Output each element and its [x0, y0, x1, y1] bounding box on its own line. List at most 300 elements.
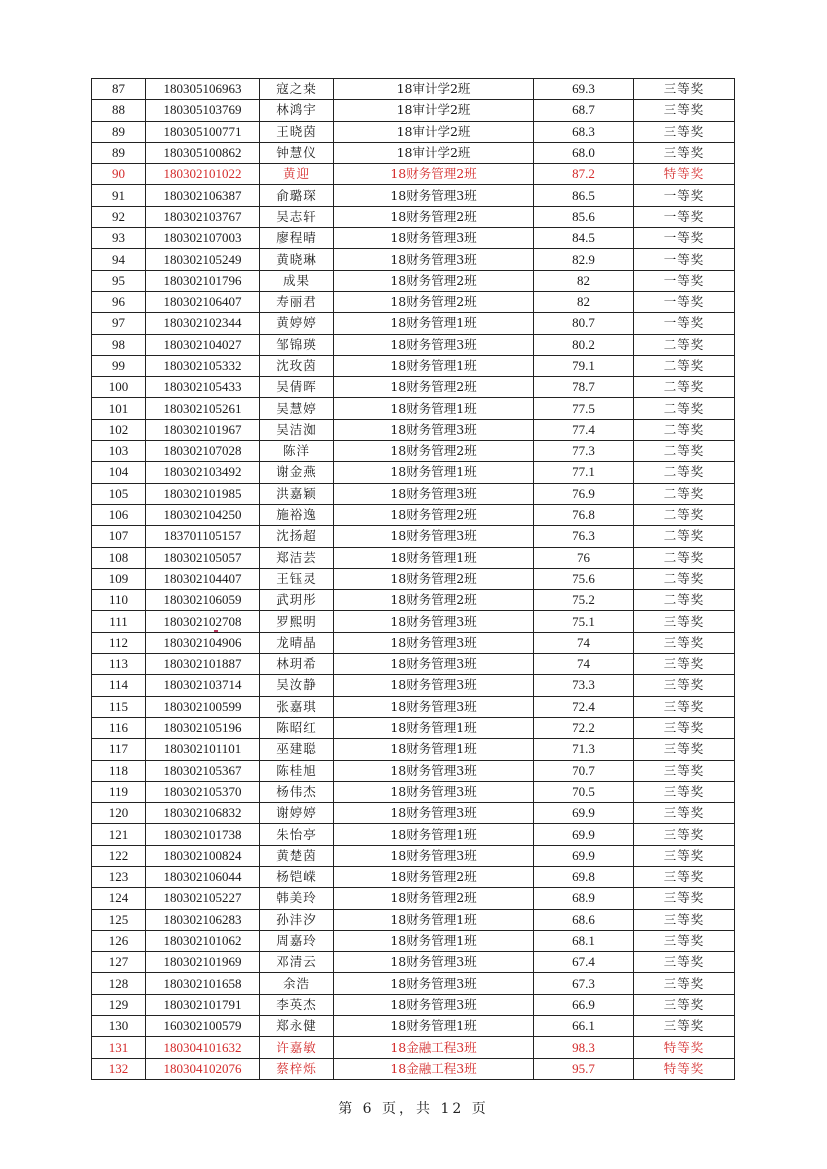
student-name-cell: 许嘉敏: [260, 1037, 334, 1058]
rank-cell: 109: [92, 568, 146, 589]
rank-cell: 90: [92, 164, 146, 185]
class-cell: 18财务管理3班: [334, 249, 534, 270]
rank-cell: 118: [92, 760, 146, 781]
rank-cell: 119: [92, 781, 146, 802]
student-name-cell: 陈昭红: [260, 717, 334, 738]
student-name-cell: 吴倩晖: [260, 377, 334, 398]
student-name-cell: 沈玫茵: [260, 355, 334, 376]
rank-cell: 95: [92, 270, 146, 291]
rank-cell: 114: [92, 675, 146, 696]
score-cell: 67.3: [534, 973, 634, 994]
class-cell: 18财务管理3班: [334, 483, 534, 504]
student-id-cell: 180302106832: [146, 803, 260, 824]
rank-cell: 126: [92, 930, 146, 951]
score-cell: 76.3: [534, 526, 634, 547]
award-cell: 一等奖: [634, 291, 735, 312]
table-row: [92, 206, 735, 227]
class-cell: 18财务管理2班: [334, 291, 534, 312]
student-name-cell: 黄婷婷: [260, 313, 334, 334]
table-row: [92, 760, 735, 781]
table-row: [92, 547, 735, 568]
student-name-cell: 郑洁芸: [260, 547, 334, 568]
class-cell: 18财务管理1班: [334, 739, 534, 760]
student-id-cell: 180302105227: [146, 888, 260, 909]
award-cell: 二等奖: [634, 504, 735, 525]
class-cell: 18财务管理1班: [334, 930, 534, 951]
table-row: [92, 526, 735, 547]
class-cell: 18财务管理1班: [334, 547, 534, 568]
table-row: [92, 717, 735, 738]
student-id-cell: 180302106283: [146, 909, 260, 930]
score-cell: 77.4: [534, 419, 634, 440]
class-cell: 18财务管理3班: [334, 228, 534, 249]
class-cell: 18财务管理3班: [334, 611, 534, 632]
table-row: [92, 654, 735, 675]
award-cell: 三等奖: [634, 760, 735, 781]
rank-cell: 96: [92, 291, 146, 312]
rank-cell: 98: [92, 334, 146, 355]
rank-cell: 116: [92, 717, 146, 738]
student-name-cell: 俞璐琛: [260, 185, 334, 206]
rank-cell: 89: [92, 121, 146, 142]
score-cell: 85.6: [534, 206, 634, 227]
table-row: [92, 888, 735, 909]
score-cell: 69.9: [534, 824, 634, 845]
student-id-cell: 180304101632: [146, 1037, 260, 1058]
table-row: [92, 803, 735, 824]
score-cell: 87.2: [534, 164, 634, 185]
award-cell: 二等奖: [634, 355, 735, 376]
student-name-cell: 吴志轩: [260, 206, 334, 227]
class-cell: 18财务管理1班: [334, 717, 534, 738]
class-cell: 18财务管理3班: [334, 952, 534, 973]
table-row: [92, 1058, 735, 1079]
rank-cell: 104: [92, 462, 146, 483]
class-cell: 18财务管理2班: [334, 270, 534, 291]
score-cell: 84.5: [534, 228, 634, 249]
award-cell: 三等奖: [634, 717, 735, 738]
student-name-cell: 林鸿宇: [260, 100, 334, 121]
student-name-cell: 黄楚茵: [260, 845, 334, 866]
rank-cell: 122: [92, 845, 146, 866]
class-cell: 18财务管理2班: [334, 590, 534, 611]
student-id-cell: 180305106963: [146, 79, 260, 100]
rank-cell: 121: [92, 824, 146, 845]
award-cell: 一等奖: [634, 228, 735, 249]
award-cell: 三等奖: [634, 675, 735, 696]
rank-cell: 112: [92, 632, 146, 653]
table-row: [92, 100, 735, 121]
award-cell: 三等奖: [634, 803, 735, 824]
award-cell: 特等奖: [634, 1037, 735, 1058]
student-name-cell: 余浩: [260, 973, 334, 994]
rank-cell: 113: [92, 654, 146, 675]
table-row: [92, 739, 735, 760]
award-cell: 三等奖: [634, 909, 735, 930]
student-id-cell: 183701105157: [146, 526, 260, 547]
score-cell: 82.9: [534, 249, 634, 270]
class-cell: 18审计学2班: [334, 79, 534, 100]
award-cell: 三等奖: [634, 739, 735, 760]
score-cell: 82: [534, 291, 634, 312]
award-cell: 三等奖: [634, 994, 735, 1015]
class-cell: 18财务管理3班: [334, 781, 534, 802]
table-row: [92, 675, 735, 696]
rank-cell: 101: [92, 398, 146, 419]
student-name-cell: 周嘉玲: [260, 930, 334, 951]
class-cell: 18审计学2班: [334, 142, 534, 163]
student-name-cell: 蔡梓烁: [260, 1058, 334, 1079]
rank-cell: 91: [92, 185, 146, 206]
table-row: [92, 79, 735, 100]
table-row: [92, 845, 735, 866]
student-name-cell: 沈扬超: [260, 526, 334, 547]
class-cell: 18财务管理3班: [334, 973, 534, 994]
award-cell: 二等奖: [634, 568, 735, 589]
student-name-cell: 邹锦瑛: [260, 334, 334, 355]
score-cell: 75.6: [534, 568, 634, 589]
award-cell: 三等奖: [634, 866, 735, 887]
score-cell: 69.3: [534, 79, 634, 100]
student-id-cell: 180302104250: [146, 504, 260, 525]
student-id-cell: 180302103492: [146, 462, 260, 483]
student-id-cell: 180302104906: [146, 632, 260, 653]
table-row: [92, 930, 735, 951]
student-id-cell: 180302100824: [146, 845, 260, 866]
student-id-cell: 180302105261: [146, 398, 260, 419]
table-row: [92, 313, 735, 334]
award-cell: 三等奖: [634, 121, 735, 142]
score-cell: 95.7: [534, 1058, 634, 1079]
student-id-cell: 160302100579: [146, 1016, 260, 1037]
award-cell: 二等奖: [634, 483, 735, 504]
class-cell: 18财务管理3班: [334, 760, 534, 781]
student-id-cell: 180302106059: [146, 590, 260, 611]
score-cell: 80.2: [534, 334, 634, 355]
student-id-cell: 180302101062: [146, 930, 260, 951]
award-cell: 三等奖: [634, 845, 735, 866]
class-cell: 18财务管理1班: [334, 909, 534, 930]
table-row: [92, 462, 735, 483]
table-row: [92, 568, 735, 589]
student-id-cell: 180302101887: [146, 654, 260, 675]
class-cell: 18财务管理3班: [334, 654, 534, 675]
award-cell: 三等奖: [634, 1016, 735, 1037]
student-name-cell: 黄迎: [260, 164, 334, 185]
rank-cell: 125: [92, 909, 146, 930]
award-cell: 二等奖: [634, 334, 735, 355]
score-cell: 78.7: [534, 377, 634, 398]
table-row: [92, 291, 735, 312]
student-name-cell: 韩美玲: [260, 888, 334, 909]
student-name-cell: 钟慧仪: [260, 142, 334, 163]
score-cell: 77.5: [534, 398, 634, 419]
class-cell: 18财务管理1班: [334, 1016, 534, 1037]
student-id-cell: 180302105332: [146, 355, 260, 376]
score-cell: 68.3: [534, 121, 634, 142]
rank-cell: 111: [92, 611, 146, 632]
award-cell: 二等奖: [634, 419, 735, 440]
student-name-cell: 王晓茵: [260, 121, 334, 142]
table-row: [92, 142, 735, 163]
score-cell: 70.7: [534, 760, 634, 781]
table-row: [92, 994, 735, 1015]
table-row: [92, 632, 735, 653]
table-row: [92, 483, 735, 504]
class-cell: 18财务管理3班: [334, 419, 534, 440]
class-cell: 18财务管理2班: [334, 377, 534, 398]
student-id-cell: 180302105433: [146, 377, 260, 398]
score-cell: 74: [534, 632, 634, 653]
rank-cell: 93: [92, 228, 146, 249]
student-id-cell: 180302106387: [146, 185, 260, 206]
award-cell: 一等奖: [634, 270, 735, 291]
student-id-cell: 180305100862: [146, 142, 260, 163]
student-name-cell: 吴洁洳: [260, 419, 334, 440]
award-cell: 二等奖: [634, 590, 735, 611]
table-row: [92, 611, 735, 632]
class-cell: 18财务管理3班: [334, 803, 534, 824]
student-name-cell: 武玥彤: [260, 590, 334, 611]
table-row: [92, 377, 735, 398]
rank-cell: 107: [92, 526, 146, 547]
student-name-cell: 杨伟杰: [260, 781, 334, 802]
score-cell: 71.3: [534, 739, 634, 760]
rank-cell: 130: [92, 1016, 146, 1037]
student-id-cell: 180302106044: [146, 866, 260, 887]
award-cell: 三等奖: [634, 973, 735, 994]
class-cell: 18财务管理3班: [334, 632, 534, 653]
student-name-cell: 王钰灵: [260, 568, 334, 589]
table-row: [92, 228, 735, 249]
award-cell: 三等奖: [634, 781, 735, 802]
table-row: [92, 590, 735, 611]
award-cell: 三等奖: [634, 632, 735, 653]
class-cell: 18财务管理2班: [334, 206, 534, 227]
student-name-cell: 朱怡亭: [260, 824, 334, 845]
award-cell: 三等奖: [634, 696, 735, 717]
award-cell: 特等奖: [634, 164, 735, 185]
award-cell: 三等奖: [634, 930, 735, 951]
score-cell: 76.9: [534, 483, 634, 504]
score-cell: 77.3: [534, 441, 634, 462]
class-cell: 18财务管理2班: [334, 568, 534, 589]
student-id-cell: 180302107003: [146, 228, 260, 249]
table-row: [92, 952, 735, 973]
student-id-cell: 180302102708: [146, 611, 260, 632]
student-name-cell: 罗熙明: [260, 611, 334, 632]
table-row: [92, 1016, 735, 1037]
rank-cell: 89: [92, 142, 146, 163]
student-id-cell: 180302105196: [146, 717, 260, 738]
student-name-cell: 龙晴晶: [260, 632, 334, 653]
table-row: [92, 249, 735, 270]
class-cell: 18财务管理3班: [334, 334, 534, 355]
score-cell: 80.7: [534, 313, 634, 334]
rank-cell: 127: [92, 952, 146, 973]
score-cell: 66.9: [534, 994, 634, 1015]
student-name-cell: 洪嘉颖: [260, 483, 334, 504]
rank-cell: 110: [92, 590, 146, 611]
class-cell: 18财务管理1班: [334, 398, 534, 419]
rank-cell: 132: [92, 1058, 146, 1079]
table-row: [92, 185, 735, 206]
class-cell: 18财务管理3班: [334, 845, 534, 866]
student-id-cell: 180302101969: [146, 952, 260, 973]
student-id-cell: 180302103767: [146, 206, 260, 227]
score-cell: 68.9: [534, 888, 634, 909]
rank-cell: 129: [92, 994, 146, 1015]
score-cell: 75.2: [534, 590, 634, 611]
score-cell: 76: [534, 547, 634, 568]
table-row: [92, 824, 735, 845]
award-cell: 二等奖: [634, 398, 735, 419]
award-cell: 一等奖: [634, 185, 735, 206]
student-id-cell: 180302104027: [146, 334, 260, 355]
class-cell: 18审计学2班: [334, 100, 534, 121]
class-cell: 18财务管理1班: [334, 313, 534, 334]
score-cell: 68.0: [534, 142, 634, 163]
score-cell: 68.7: [534, 100, 634, 121]
rank-cell: 102: [92, 419, 146, 440]
score-cell: 70.5: [534, 781, 634, 802]
rank-cell: 131: [92, 1037, 146, 1058]
rank-cell: 128: [92, 973, 146, 994]
rank-cell: 100: [92, 377, 146, 398]
class-cell: 18财务管理2班: [334, 504, 534, 525]
student-name-cell: 邓清云: [260, 952, 334, 973]
award-cell: 三等奖: [634, 952, 735, 973]
award-cell: 一等奖: [634, 206, 735, 227]
student-id-cell: 180305100771: [146, 121, 260, 142]
table-row: [92, 909, 735, 930]
award-cell: 三等奖: [634, 79, 735, 100]
class-cell: 18财务管理3班: [334, 185, 534, 206]
student-name-cell: 施裕逸: [260, 504, 334, 525]
score-cell: 72.4: [534, 696, 634, 717]
rank-cell: 120: [92, 803, 146, 824]
score-cell: 82: [534, 270, 634, 291]
page-footer: 第 6 页，共 12 页: [338, 1101, 489, 1117]
student-name-cell: 杨铠嵘: [260, 866, 334, 887]
student-id-cell: 180302105367: [146, 760, 260, 781]
score-cell: 76.8: [534, 504, 634, 525]
rank-cell: 94: [92, 249, 146, 270]
class-cell: 18审计学2班: [334, 121, 534, 142]
class-cell: 18财务管理2班: [334, 866, 534, 887]
class-cell: 18金融工程3班: [334, 1037, 534, 1058]
student-name-cell: 吴慧婷: [260, 398, 334, 419]
table-row: [92, 973, 735, 994]
score-cell: 69.9: [534, 803, 634, 824]
student-id-cell: 180304102076: [146, 1058, 260, 1079]
student-id-cell: 180302101101: [146, 739, 260, 760]
table-row: [92, 419, 735, 440]
award-table-body: [92, 79, 735, 1080]
award-cell: 二等奖: [634, 526, 735, 547]
student-id-cell: 180302101791: [146, 994, 260, 1015]
table-row: [92, 334, 735, 355]
class-cell: 18财务管理2班: [334, 441, 534, 462]
award-cell: 特等奖: [634, 1058, 735, 1079]
rank-cell: 117: [92, 739, 146, 760]
score-cell: 67.4: [534, 952, 634, 973]
rank-cell: 103: [92, 441, 146, 462]
rank-cell: 124: [92, 888, 146, 909]
table-row: [92, 121, 735, 142]
student-name-cell: 郑永健: [260, 1016, 334, 1037]
table-row: [92, 164, 735, 185]
class-cell: 18财务管理1班: [334, 462, 534, 483]
award-cell: 三等奖: [634, 142, 735, 163]
student-name-cell: 张嘉琪: [260, 696, 334, 717]
rank-cell: 123: [92, 866, 146, 887]
table-row: [92, 398, 735, 419]
table-row: [92, 441, 735, 462]
class-cell: 18财务管理3班: [334, 994, 534, 1015]
student-id-cell: 180302105370: [146, 781, 260, 802]
student-name-cell: 寇之桒: [260, 79, 334, 100]
award-cell: 三等奖: [634, 824, 735, 845]
student-id-cell: 180302100599: [146, 696, 260, 717]
award-cell: 三等奖: [634, 888, 735, 909]
class-cell: 18财务管理1班: [334, 824, 534, 845]
student-name-cell: 黄晓琳: [260, 249, 334, 270]
class-cell: 18财务管理1班: [334, 355, 534, 376]
student-id-cell: 180302105057: [146, 547, 260, 568]
score-cell: 86.5: [534, 185, 634, 206]
award-cell: 三等奖: [634, 654, 735, 675]
table-row: [92, 270, 735, 291]
rank-cell: 99: [92, 355, 146, 376]
student-id-cell: 180302104407: [146, 568, 260, 589]
red-ink-mark: [214, 630, 218, 632]
student-name-cell: 谢金燕: [260, 462, 334, 483]
class-cell: 18财务管理3班: [334, 675, 534, 696]
rank-cell: 87: [92, 79, 146, 100]
student-id-cell: 180302106407: [146, 291, 260, 312]
table-row: [92, 504, 735, 525]
student-name-cell: 林玥希: [260, 654, 334, 675]
student-id-cell: 180302101985: [146, 483, 260, 504]
student-name-cell: 巫建聪: [260, 739, 334, 760]
score-cell: 98.3: [534, 1037, 634, 1058]
score-cell: 69.8: [534, 866, 634, 887]
table-row: [92, 1037, 735, 1058]
award-table: [91, 78, 735, 1080]
award-cell: 二等奖: [634, 441, 735, 462]
student-name-cell: 成果: [260, 270, 334, 291]
rank-cell: 105: [92, 483, 146, 504]
rank-cell: 92: [92, 206, 146, 227]
student-id-cell: 180302101967: [146, 419, 260, 440]
score-cell: 77.1: [534, 462, 634, 483]
student-id-cell: 180302101022: [146, 164, 260, 185]
award-cell: 三等奖: [634, 611, 735, 632]
score-cell: 66.1: [534, 1016, 634, 1037]
student-id-cell: 180305103769: [146, 100, 260, 121]
score-cell: 68.6: [534, 909, 634, 930]
student-id-cell: 180302103714: [146, 675, 260, 696]
student-id-cell: 180302101738: [146, 824, 260, 845]
rank-cell: 97: [92, 313, 146, 334]
award-cell: 一等奖: [634, 313, 735, 334]
table-row: [92, 355, 735, 376]
score-cell: 69.9: [534, 845, 634, 866]
award-cell: 二等奖: [634, 462, 735, 483]
award-cell: 三等奖: [634, 100, 735, 121]
student-id-cell: 180302102344: [146, 313, 260, 334]
